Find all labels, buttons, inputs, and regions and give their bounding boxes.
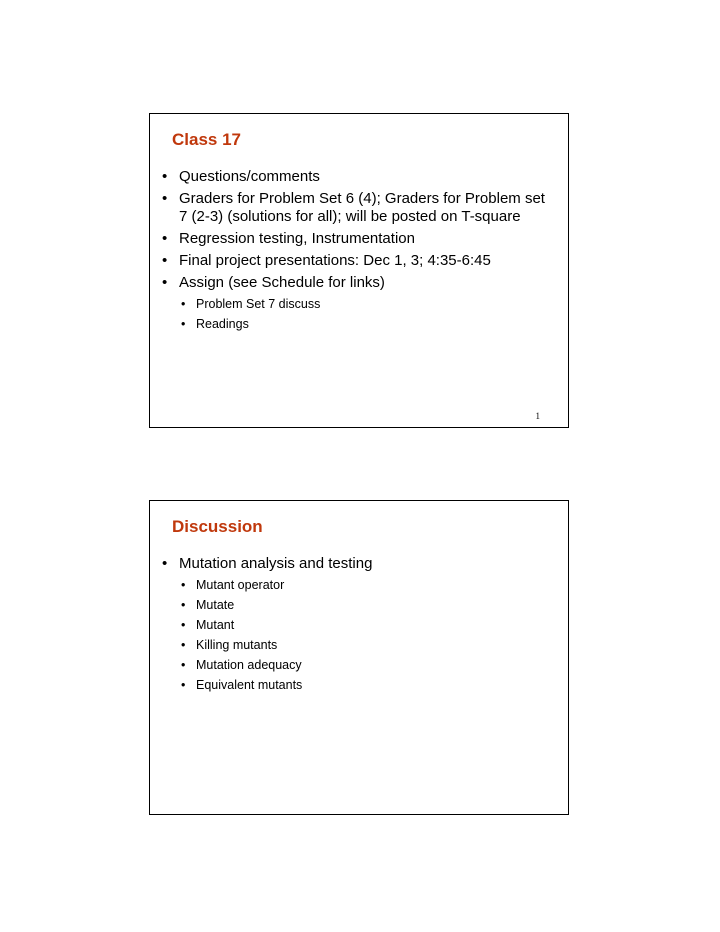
sub-bullet-item: • Killing mutants	[179, 637, 554, 653]
sub-bullet-item: • Problem Set 7 discuss	[179, 296, 554, 312]
sub-bullet-item: • Mutation adequacy	[179, 657, 554, 673]
slide-1	[149, 113, 569, 428]
bullet-item	[162, 555, 554, 693]
sub-bullet-item: • Readings	[179, 316, 554, 332]
slide-title: Class 17	[172, 130, 241, 149]
bullet-list	[162, 555, 554, 697]
slide-2	[149, 500, 569, 815]
sub-bullet-item: • Mutant	[179, 617, 554, 633]
bullet-list	[162, 168, 554, 336]
bullet-item: • Graders for Problem Set 6 (4); Graders for Problem set 7 (2-3) (solutions for all); will be posted on T-square	[162, 190, 554, 226]
bullet-item: • Regression testing, Instrumentation	[162, 230, 554, 248]
sub-bullet-item: • Mutate	[179, 597, 554, 613]
sub-bullet-list	[179, 577, 554, 693]
sub-bullet-item: • Equivalent mutants	[179, 677, 554, 693]
bullet-item: • Questions/comments	[162, 168, 554, 186]
bullet-text: Assign (see Schedule for links)	[179, 274, 385, 291]
slide-number: 1	[535, 411, 540, 421]
sub-bullet-list	[179, 296, 554, 332]
bullet-item	[162, 274, 554, 332]
bullet-text: Mutation analysis and testing	[179, 555, 373, 572]
bullet-item: • Final project presentations: Dec 1, 3; 4:35-6:45	[162, 252, 554, 270]
sub-bullet-item: • Mutant operator	[179, 577, 554, 593]
slide-title: Discussion	[172, 517, 263, 536]
